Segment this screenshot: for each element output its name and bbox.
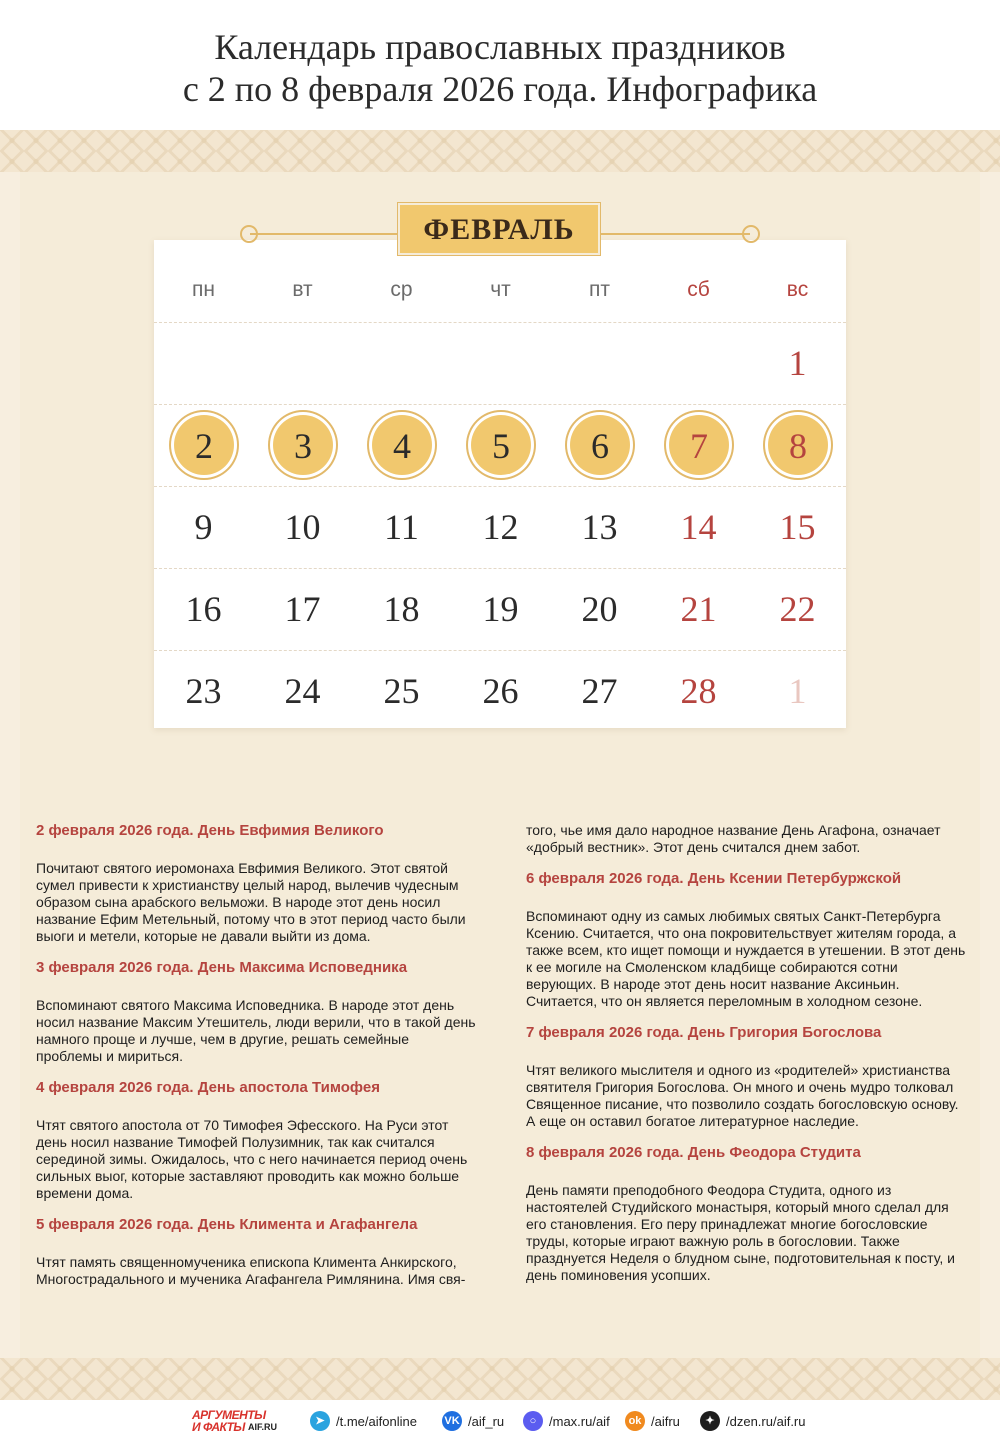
page-title — [0, 0, 1000, 110]
month-label-wrap — [240, 205, 760, 255]
day-cell-highlighted — [550, 404, 649, 486]
holidays-column-right — [526, 822, 966, 1298]
max-icon: ○ — [523, 1411, 543, 1431]
social-link-vk[interactable] — [442, 1410, 504, 1432]
day-cell: 14 — [680, 507, 717, 547]
social-link-telegram[interactable] — [310, 1410, 417, 1432]
highlighted-day: 4 — [372, 415, 432, 475]
empty-day-cell — [253, 322, 352, 404]
day-cell: 27 — [581, 671, 618, 711]
week-row — [154, 650, 846, 732]
social-link-label: /dzen.ru/aif.ru — [726, 1413, 806, 1429]
day-cell: 23 — [185, 671, 222, 711]
holiday-text: Чтят великого мыслителя и одного из «родителей» христианства святителя Григория Богослова. Он много и очень мудро толковал Священное писание, что позволило создать богословскую основу. А еще он оставил богатое литературное наследие. — [526, 1062, 959, 1129]
day-cell: 18 — [383, 589, 420, 629]
social-link-label: /aifru — [651, 1413, 680, 1429]
empty-day-cell — [550, 322, 649, 404]
week-row — [154, 322, 846, 405]
ornament-band-top — [0, 130, 1000, 172]
ornament-rule-left — [250, 233, 400, 235]
week-row — [154, 568, 846, 651]
holiday-title: 5 февраля 2026 года. День Климента и Агафангела — [36, 1216, 418, 1233]
ok-icon: ok — [625, 1411, 645, 1431]
holiday-text: Чтят святого апостола от 70 Тимофея Эфесского. На Руси этот день носил название Тимофей Полузимник, так как считался серединой зимы. Ожидалось, что с него начинается период очень сильных выог, которые заставляют проводить как можно больше времени дома. — [36, 1117, 468, 1201]
day-cell: 26 — [482, 671, 519, 711]
day-cell: 21 — [680, 589, 717, 629]
weekday-label: чт — [490, 278, 511, 301]
holiday-title: 8 февраля 2026 года. День Феодора Студита — [526, 1144, 861, 1161]
month-label: ФЕВРАЛЬ — [400, 205, 598, 253]
day-cell: 11 — [384, 507, 419, 547]
highlighted-day: 5 — [471, 415, 531, 475]
day-cell: 10 — [284, 507, 321, 547]
social-link-ok[interactable] — [625, 1410, 680, 1432]
holiday-text: Вспоминают святого Максима Исповедника. В народе этот день носил название Максим Утешитель, люди верили, что в такой день намного проще и лучше, чем в другие, решать семейные проблемы и мириться. — [36, 997, 476, 1064]
empty-day-cell — [352, 322, 451, 404]
highlighted-day: 8 — [768, 415, 828, 475]
holidays-column-left — [36, 822, 476, 1302]
holiday-title: 4 февраля 2026 года. День апостола Тимофея — [36, 1079, 380, 1096]
day-cell: 20 — [581, 589, 618, 629]
day-cell: 25 — [383, 671, 420, 711]
calendar-card — [154, 240, 846, 728]
day-cell-highlighted — [154, 404, 253, 486]
social-link-label: /t.me/aifonline — [336, 1413, 417, 1429]
day-cell: 9 — [194, 507, 213, 547]
ornament-curl-right — [742, 225, 760, 243]
telegram-icon: ➤ — [310, 1411, 330, 1431]
day-cell: 13 — [581, 507, 618, 547]
weekday-label: ср — [390, 278, 413, 301]
day-cell: 16 — [185, 589, 222, 629]
weekday-label: вс — [786, 278, 809, 301]
vk-icon: VK — [442, 1411, 462, 1431]
holiday-text-continued: того, чье имя дало народное название День Агафона, означает «добрый вестник». Этот день считался днем забот. — [526, 822, 941, 855]
holiday-title: 2 февраля 2026 года. День Евфимия Великого — [36, 822, 384, 839]
day-cell-highlighted — [748, 404, 847, 486]
social-link-max[interactable] — [523, 1410, 610, 1432]
weekday-label: пн — [192, 278, 215, 301]
holiday-title: 6 февраля 2026 года. День Ксении Петербуржской — [526, 870, 902, 887]
logo-site: AIF.RU — [248, 1422, 277, 1432]
day-cell-highlighted — [253, 404, 352, 486]
social-link-dzen[interactable] — [700, 1410, 806, 1432]
day-cell: 17 — [284, 589, 321, 629]
weekday-label: пт — [589, 278, 610, 301]
day-cell: 12 — [482, 507, 519, 547]
ornament-band-bottom — [0, 1358, 1000, 1400]
social-link-label: /max.ru/aif — [549, 1413, 610, 1429]
highlighted-day: 7 — [669, 415, 729, 475]
aif-logo[interactable] — [192, 1409, 300, 1435]
highlighted-day: 2 — [174, 415, 234, 475]
day-cell: 24 — [284, 671, 321, 711]
dzen-icon: ✦ — [700, 1411, 720, 1431]
day-cell: 1 — [788, 343, 807, 383]
day-cell-highlighted — [649, 404, 748, 486]
highlighted-day: 3 — [273, 415, 333, 475]
day-cell-highlighted — [352, 404, 451, 486]
ornament-rule-right — [600, 233, 750, 235]
day-cell: 22 — [779, 589, 816, 629]
holiday-title: 7 февраля 2026 года. День Григория Богослова — [526, 1024, 882, 1041]
day-cell-highlighted — [451, 404, 550, 486]
weekday-label: сб — [687, 278, 710, 301]
empty-day-cell — [649, 322, 748, 404]
logo-line-1: АРГУМЕНТЫ — [192, 1408, 266, 1422]
week-row — [154, 486, 846, 569]
day-cell: 19 — [482, 589, 519, 629]
holiday-title: 3 февраля 2026 года. День Максима Исповедника — [36, 959, 408, 976]
social-link-label: /aif_ru — [468, 1413, 505, 1429]
header — [0, 0, 1000, 130]
title-line-2: с 2 по 8 февраля 2026 года. Инфографика — [182, 69, 818, 109]
empty-day-cell — [451, 322, 550, 404]
day-cell: 1 — [788, 671, 807, 711]
holiday-text: Вспоминают одну из самых любимых святых Санкт-Петербурга Ксению. Считается, что она покровительствует жителям города, а также всем, кто ищет помощи и нуждается в утешении. В этот день к ее могиле на Смоленском кладбище собираются сотни верующих. В народе этот день носит название Аксиньин. Считается, что он является переломным в холодном сезоне. — [526, 908, 966, 1009]
title-line-1: Календарь православных праздников — [214, 27, 786, 67]
week-row — [154, 404, 846, 487]
weekday-label: вт — [292, 278, 313, 301]
day-cell: 15 — [779, 507, 816, 547]
footer — [0, 1400, 1000, 1444]
empty-day-cell — [154, 322, 253, 404]
logo-line-2: И ФАКТЫ — [192, 1420, 245, 1434]
holiday-text: День памяти преподобного Феодора Студита, одного из настоятелей Студийского монастыря, который много сделал для его становления. Его перу принадлежат многие богословские труды, которые играют важную роль в богословии. Также празднуется Неделя о блудном сыне, подготовительная к посту, и день поминовения усопших. — [526, 1182, 955, 1283]
highlighted-day: 6 — [570, 415, 630, 475]
day-cell: 28 — [680, 671, 717, 711]
holiday-text: Чтят память священномученика епископа Климента Анкирского, Многострадального и мученика Агафангела Римлянина. Имя свя- — [36, 1254, 466, 1287]
holiday-text: Почитают святого иеромонаха Евфимия Великого. Этот святой сумел привести к христианству целый народ, вылечив чудесным образом сына арабского вельможи. В народе этот день носил название Ефим Метельный, потому что в этот период часто были выоги и метели, которые не давали выйти из дома. — [36, 860, 466, 944]
